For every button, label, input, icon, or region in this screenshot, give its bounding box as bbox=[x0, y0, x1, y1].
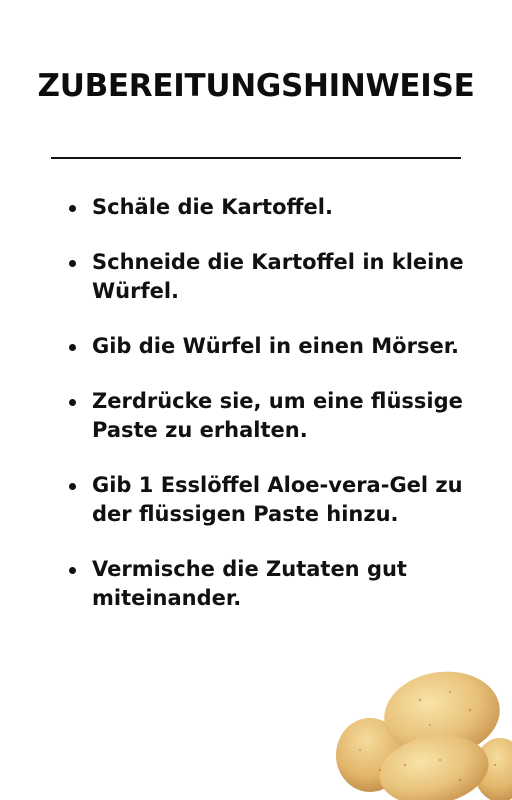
step-text: Vermische die Zutaten gut miteinander. bbox=[92, 557, 407, 610]
list-item bbox=[66, 387, 486, 445]
bullet-icon bbox=[69, 567, 76, 574]
bullet-icon bbox=[69, 344, 76, 351]
page-title: ZUBEREITUNGSHINWEISE bbox=[37, 68, 475, 104]
list-item bbox=[66, 471, 486, 529]
list-item bbox=[66, 555, 486, 613]
bullet-icon bbox=[69, 205, 76, 212]
bullet-icon bbox=[69, 483, 76, 490]
bullet-icon bbox=[69, 399, 76, 406]
instruction-list bbox=[66, 193, 486, 639]
step-text: Gib 1 Esslöffel Aloe-vera-Gel zu der flüssigen Paste hinzu. bbox=[92, 473, 463, 526]
potatoes-image bbox=[330, 670, 512, 800]
step-text: Gib die Würfel in einen Mörser. bbox=[92, 334, 460, 358]
step-text: Zerdrücke sie, um eine flüssige Paste zu erhalten. bbox=[92, 389, 463, 442]
list-item bbox=[66, 193, 486, 222]
list-item bbox=[66, 332, 486, 361]
bullet-icon bbox=[69, 260, 76, 267]
list-item bbox=[66, 248, 486, 306]
step-text: Schneide die Kartoffel in kleine Würfel. bbox=[92, 250, 464, 303]
step-text: Schäle die Kartoffel. bbox=[92, 195, 333, 219]
title-divider bbox=[51, 157, 461, 159]
